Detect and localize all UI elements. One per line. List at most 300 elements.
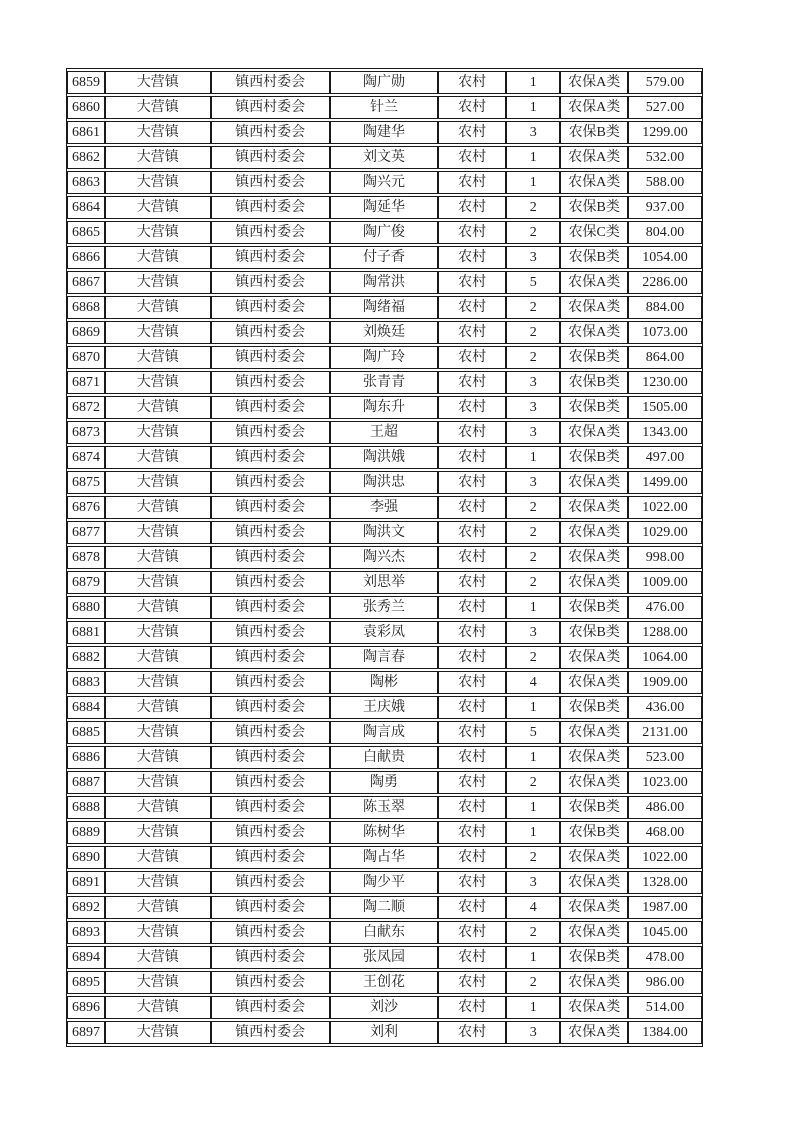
cell-insurance-category: 农保A类: [560, 646, 628, 669]
cell-village-committee: 镇西村委会: [211, 121, 330, 144]
cell-village-committee: 镇西村委会: [211, 346, 330, 369]
cell-person-count: 3: [506, 371, 560, 394]
table-row: [67, 171, 702, 194]
table-row: [67, 471, 702, 494]
cell-serial-number: 6885: [67, 721, 105, 744]
cell-residence-type: 农村: [438, 896, 506, 919]
cell-serial-number: 6870: [67, 346, 105, 369]
cell-person-count: 2: [506, 321, 560, 344]
cell-amount: 864.00: [628, 346, 702, 369]
cell-village-committee: 镇西村委会: [211, 96, 330, 119]
cell-amount: 476.00: [628, 596, 702, 619]
cell-person-name: 白献东: [330, 921, 439, 944]
cell-amount: 1288.00: [628, 621, 702, 644]
cell-village-committee: 镇西村委会: [211, 671, 330, 694]
cell-town: 大营镇: [105, 446, 211, 469]
cell-town: 大营镇: [105, 396, 211, 419]
cell-residence-type: 农村: [438, 821, 506, 844]
cell-town: 大营镇: [105, 371, 211, 394]
cell-amount: 2131.00: [628, 721, 702, 744]
cell-serial-number: 6880: [67, 596, 105, 619]
cell-insurance-category: 农保A类: [560, 546, 628, 569]
cell-insurance-category: 农保A类: [560, 1021, 628, 1044]
cell-insurance-category: 农保A类: [560, 746, 628, 769]
cell-serial-number: 6896: [67, 996, 105, 1019]
table-row: [67, 546, 702, 569]
cell-residence-type: 农村: [438, 96, 506, 119]
cell-town: 大营镇: [105, 421, 211, 444]
table-row: [67, 871, 702, 894]
table-row: [67, 846, 702, 869]
cell-person-count: 3: [506, 396, 560, 419]
cell-insurance-category: 农保B类: [560, 796, 628, 819]
cell-person-count: 1: [506, 996, 560, 1019]
cell-person-name: 张秀兰: [330, 596, 439, 619]
cell-residence-type: 农村: [438, 596, 506, 619]
cell-town: 大营镇: [105, 996, 211, 1019]
cell-serial-number: 6875: [67, 471, 105, 494]
cell-amount: 1384.00: [628, 1021, 702, 1044]
cell-residence-type: 农村: [438, 371, 506, 394]
cell-serial-number: 6874: [67, 446, 105, 469]
cell-serial-number: 6868: [67, 296, 105, 319]
cell-insurance-category: 农保B类: [560, 246, 628, 269]
cell-person-name: 陶绪福: [330, 296, 439, 319]
cell-residence-type: 农村: [438, 346, 506, 369]
cell-serial-number: 6879: [67, 571, 105, 594]
cell-amount: 884.00: [628, 296, 702, 319]
cell-amount: 532.00: [628, 146, 702, 169]
cell-amount: 1230.00: [628, 371, 702, 394]
cell-person-count: 2: [506, 646, 560, 669]
cell-insurance-category: 农保C类: [560, 221, 628, 244]
cell-amount: 1009.00: [628, 571, 702, 594]
table-row: [67, 646, 702, 669]
cell-village-committee: 镇西村委会: [211, 1021, 330, 1044]
cell-amount: 937.00: [628, 196, 702, 219]
cell-person-name: 陶常洪: [330, 271, 439, 294]
table-body: [67, 71, 702, 1044]
cell-town: 大营镇: [105, 246, 211, 269]
cell-amount: 1987.00: [628, 896, 702, 919]
cell-person-count: 3: [506, 621, 560, 644]
cell-person-name: 张凤园: [330, 946, 439, 969]
cell-residence-type: 农村: [438, 446, 506, 469]
cell-person-count: 2: [506, 221, 560, 244]
cell-residence-type: 农村: [438, 546, 506, 569]
cell-person-name: 刘沙: [330, 996, 439, 1019]
cell-amount: 2286.00: [628, 271, 702, 294]
cell-serial-number: 6897: [67, 1021, 105, 1044]
cell-town: 大营镇: [105, 546, 211, 569]
cell-town: 大营镇: [105, 696, 211, 719]
cell-person-name: 张青青: [330, 371, 439, 394]
cell-residence-type: 农村: [438, 71, 506, 94]
cell-town: 大营镇: [105, 496, 211, 519]
cell-insurance-category: 农保B类: [560, 346, 628, 369]
cell-town: 大营镇: [105, 196, 211, 219]
table-row: [67, 371, 702, 394]
table-row: [67, 671, 702, 694]
cell-person-count: 1: [506, 71, 560, 94]
cell-person-name: 付子香: [330, 246, 439, 269]
cell-village-committee: 镇西村委会: [211, 721, 330, 744]
cell-serial-number: 6894: [67, 946, 105, 969]
cell-village-committee: 镇西村委会: [211, 371, 330, 394]
cell-insurance-category: 农保A类: [560, 271, 628, 294]
cell-serial-number: 6863: [67, 171, 105, 194]
cell-person-count: 2: [506, 496, 560, 519]
cell-insurance-category: 农保A类: [560, 996, 628, 1019]
cell-village-committee: 镇西村委会: [211, 271, 330, 294]
cell-amount: 1029.00: [628, 521, 702, 544]
cell-serial-number: 6895: [67, 971, 105, 994]
cell-person-count: 4: [506, 671, 560, 694]
cell-amount: 1909.00: [628, 671, 702, 694]
cell-village-committee: 镇西村委会: [211, 196, 330, 219]
cell-village-committee: 镇西村委会: [211, 421, 330, 444]
cell-residence-type: 农村: [438, 571, 506, 594]
cell-amount: 1343.00: [628, 421, 702, 444]
cell-residence-type: 农村: [438, 471, 506, 494]
cell-insurance-category: 农保A类: [560, 846, 628, 869]
cell-serial-number: 6860: [67, 96, 105, 119]
cell-person-name: 针兰: [330, 96, 439, 119]
cell-person-count: 3: [506, 421, 560, 444]
cell-town: 大营镇: [105, 846, 211, 869]
cell-village-committee: 镇西村委会: [211, 171, 330, 194]
cell-serial-number: 6869: [67, 321, 105, 344]
cell-serial-number: 6862: [67, 146, 105, 169]
cell-insurance-category: 农保A类: [560, 296, 628, 319]
cell-insurance-category: 农保A类: [560, 971, 628, 994]
cell-insurance-category: 农保B类: [560, 621, 628, 644]
cell-insurance-category: 农保A类: [560, 171, 628, 194]
cell-residence-type: 农村: [438, 521, 506, 544]
cell-village-committee: 镇西村委会: [211, 646, 330, 669]
cell-amount: 1054.00: [628, 246, 702, 269]
cell-amount: 1045.00: [628, 921, 702, 944]
table-row: [67, 996, 702, 1019]
cell-town: 大营镇: [105, 221, 211, 244]
cell-town: 大营镇: [105, 721, 211, 744]
cell-village-committee: 镇西村委会: [211, 896, 330, 919]
cell-village-committee: 镇西村委会: [211, 396, 330, 419]
subsidy-table: [66, 68, 703, 1047]
cell-village-committee: 镇西村委会: [211, 596, 330, 619]
cell-amount: 527.00: [628, 96, 702, 119]
cell-person-name: 陶勇: [330, 771, 439, 794]
cell-village-committee: 镇西村委会: [211, 846, 330, 869]
cell-serial-number: 6873: [67, 421, 105, 444]
cell-serial-number: 6893: [67, 921, 105, 944]
cell-person-name: 陶兴元: [330, 171, 439, 194]
cell-person-name: 白献贵: [330, 746, 439, 769]
table-row: [67, 746, 702, 769]
cell-town: 大营镇: [105, 571, 211, 594]
cell-insurance-category: 农保A类: [560, 321, 628, 344]
cell-amount: 514.00: [628, 996, 702, 1019]
cell-person-count: 5: [506, 271, 560, 294]
cell-serial-number: 6861: [67, 121, 105, 144]
cell-person-name: 陶占华: [330, 846, 439, 869]
table-row: [67, 421, 702, 444]
cell-residence-type: 农村: [438, 946, 506, 969]
table-row: [67, 796, 702, 819]
cell-amount: 998.00: [628, 546, 702, 569]
cell-person-count: 1: [506, 696, 560, 719]
table-row: [67, 321, 702, 344]
table-row: [67, 1021, 702, 1044]
cell-village-committee: 镇西村委会: [211, 621, 330, 644]
cell-serial-number: 6888: [67, 796, 105, 819]
cell-serial-number: 6864: [67, 196, 105, 219]
cell-village-committee: 镇西村委会: [211, 746, 330, 769]
table-row: [67, 771, 702, 794]
cell-town: 大营镇: [105, 471, 211, 494]
cell-person-count: 3: [506, 121, 560, 144]
cell-amount: 1499.00: [628, 471, 702, 494]
cell-person-name: 刘焕廷: [330, 321, 439, 344]
cell-town: 大营镇: [105, 321, 211, 344]
cell-residence-type: 农村: [438, 421, 506, 444]
table-row: [67, 571, 702, 594]
cell-town: 大营镇: [105, 871, 211, 894]
cell-amount: 523.00: [628, 746, 702, 769]
table-row: [67, 596, 702, 619]
cell-town: 大营镇: [105, 121, 211, 144]
cell-village-committee: 镇西村委会: [211, 146, 330, 169]
cell-insurance-category: 农保B类: [560, 121, 628, 144]
cell-insurance-category: 农保A类: [560, 496, 628, 519]
cell-person-name: 袁彩凤: [330, 621, 439, 644]
cell-village-committee: 镇西村委会: [211, 246, 330, 269]
cell-amount: 478.00: [628, 946, 702, 969]
cell-insurance-category: 农保A类: [560, 671, 628, 694]
cell-town: 大营镇: [105, 171, 211, 194]
cell-village-committee: 镇西村委会: [211, 71, 330, 94]
cell-person-name: 陶延华: [330, 196, 439, 219]
cell-residence-type: 农村: [438, 796, 506, 819]
cell-serial-number: 6877: [67, 521, 105, 544]
cell-person-count: 1: [506, 821, 560, 844]
cell-residence-type: 农村: [438, 996, 506, 1019]
cell-insurance-category: 农保A类: [560, 896, 628, 919]
cell-amount: 1299.00: [628, 121, 702, 144]
table-row: [67, 396, 702, 419]
cell-person-name: 陶洪忠: [330, 471, 439, 494]
cell-insurance-category: 农保B类: [560, 696, 628, 719]
cell-village-committee: 镇西村委会: [211, 446, 330, 469]
cell-insurance-category: 农保B类: [560, 196, 628, 219]
cell-insurance-category: 农保A类: [560, 71, 628, 94]
cell-amount: 1328.00: [628, 871, 702, 894]
cell-village-committee: 镇西村委会: [211, 996, 330, 1019]
cell-insurance-category: 农保B类: [560, 396, 628, 419]
cell-residence-type: 农村: [438, 196, 506, 219]
cell-serial-number: 6872: [67, 396, 105, 419]
cell-insurance-category: 农保A类: [560, 721, 628, 744]
cell-village-committee: 镇西村委会: [211, 696, 330, 719]
cell-person-name: 陶洪文: [330, 521, 439, 544]
cell-person-name: 陶广勋: [330, 71, 439, 94]
cell-town: 大营镇: [105, 671, 211, 694]
cell-insurance-category: 农保B类: [560, 596, 628, 619]
cell-amount: 579.00: [628, 71, 702, 94]
cell-village-committee: 镇西村委会: [211, 521, 330, 544]
cell-insurance-category: 农保B类: [560, 946, 628, 969]
cell-town: 大营镇: [105, 96, 211, 119]
cell-residence-type: 农村: [438, 221, 506, 244]
cell-person-count: 1: [506, 96, 560, 119]
cell-town: 大营镇: [105, 896, 211, 919]
cell-serial-number: 6891: [67, 871, 105, 894]
cell-residence-type: 农村: [438, 171, 506, 194]
table-row: [67, 621, 702, 644]
cell-residence-type: 农村: [438, 1021, 506, 1044]
cell-person-count: 1: [506, 796, 560, 819]
cell-serial-number: 6884: [67, 696, 105, 719]
table-row: [67, 346, 702, 369]
cell-person-count: 1: [506, 596, 560, 619]
table-row: [67, 146, 702, 169]
table-row: [67, 246, 702, 269]
cell-residence-type: 农村: [438, 496, 506, 519]
cell-person-count: 2: [506, 296, 560, 319]
cell-town: 大营镇: [105, 971, 211, 994]
cell-residence-type: 农村: [438, 921, 506, 944]
cell-serial-number: 6859: [67, 71, 105, 94]
cell-residence-type: 农村: [438, 846, 506, 869]
table-row: [67, 71, 702, 94]
cell-town: 大营镇: [105, 596, 211, 619]
cell-insurance-category: 农保A类: [560, 921, 628, 944]
cell-serial-number: 6865: [67, 221, 105, 244]
table-row: [67, 696, 702, 719]
cell-person-name: 陶广玲: [330, 346, 439, 369]
cell-person-name: 陶东升: [330, 396, 439, 419]
cell-person-count: 1: [506, 446, 560, 469]
cell-person-name: 陶兴杰: [330, 546, 439, 569]
cell-village-committee: 镇西村委会: [211, 971, 330, 994]
cell-person-count: 2: [506, 771, 560, 794]
cell-person-name: 陶彬: [330, 671, 439, 694]
cell-person-count: 2: [506, 521, 560, 544]
cell-village-committee: 镇西村委会: [211, 221, 330, 244]
cell-town: 大营镇: [105, 796, 211, 819]
cell-serial-number: 6889: [67, 821, 105, 844]
table-row: [67, 821, 702, 844]
cell-residence-type: 农村: [438, 246, 506, 269]
cell-amount: 468.00: [628, 821, 702, 844]
cell-person-count: 1: [506, 171, 560, 194]
cell-insurance-category: 农保A类: [560, 146, 628, 169]
cell-person-name: 王创花: [330, 971, 439, 994]
cell-person-count: 2: [506, 971, 560, 994]
cell-residence-type: 农村: [438, 671, 506, 694]
cell-amount: 1022.00: [628, 846, 702, 869]
cell-village-committee: 镇西村委会: [211, 321, 330, 344]
cell-person-name: 李强: [330, 496, 439, 519]
table-row: [67, 946, 702, 969]
cell-person-count: 2: [506, 571, 560, 594]
cell-village-committee: 镇西村委会: [211, 471, 330, 494]
cell-person-name: 陶少平: [330, 871, 439, 894]
cell-village-committee: 镇西村委会: [211, 496, 330, 519]
cell-amount: 804.00: [628, 221, 702, 244]
cell-serial-number: 6866: [67, 246, 105, 269]
cell-person-count: 2: [506, 921, 560, 944]
cell-person-count: 2: [506, 346, 560, 369]
cell-residence-type: 农村: [438, 771, 506, 794]
cell-person-count: 1: [506, 946, 560, 969]
cell-person-name: 陶言春: [330, 646, 439, 669]
cell-insurance-category: 农保A类: [560, 421, 628, 444]
cell-amount: 1023.00: [628, 771, 702, 794]
cell-village-committee: 镇西村委会: [211, 796, 330, 819]
cell-amount: 588.00: [628, 171, 702, 194]
cell-serial-number: 6871: [67, 371, 105, 394]
cell-serial-number: 6883: [67, 671, 105, 694]
cell-town: 大营镇: [105, 646, 211, 669]
cell-person-name: 陶建华: [330, 121, 439, 144]
cell-person-count: 3: [506, 471, 560, 494]
cell-person-count: 1: [506, 746, 560, 769]
cell-residence-type: 农村: [438, 296, 506, 319]
cell-amount: 986.00: [628, 971, 702, 994]
cell-amount: 497.00: [628, 446, 702, 469]
table-row: [67, 496, 702, 519]
table-row: [67, 296, 702, 319]
cell-person-count: 2: [506, 196, 560, 219]
table-row: [67, 721, 702, 744]
cell-residence-type: 农村: [438, 721, 506, 744]
cell-insurance-category: 农保A类: [560, 96, 628, 119]
cell-serial-number: 6881: [67, 621, 105, 644]
cell-residence-type: 农村: [438, 146, 506, 169]
cell-person-name: 刘利: [330, 1021, 439, 1044]
table-row: [67, 221, 702, 244]
cell-town: 大营镇: [105, 746, 211, 769]
cell-person-name: 刘思举: [330, 571, 439, 594]
cell-person-count: 3: [506, 1021, 560, 1044]
cell-village-committee: 镇西村委会: [211, 871, 330, 894]
cell-residence-type: 农村: [438, 396, 506, 419]
cell-residence-type: 农村: [438, 321, 506, 344]
cell-village-committee: 镇西村委会: [211, 921, 330, 944]
cell-insurance-category: 农保A类: [560, 771, 628, 794]
cell-town: 大营镇: [105, 146, 211, 169]
cell-town: 大营镇: [105, 271, 211, 294]
cell-residence-type: 农村: [438, 746, 506, 769]
cell-amount: 1064.00: [628, 646, 702, 669]
cell-town: 大营镇: [105, 521, 211, 544]
table-row: [67, 896, 702, 919]
cell-town: 大营镇: [105, 71, 211, 94]
cell-person-name: 陶广俊: [330, 221, 439, 244]
cell-serial-number: 6867: [67, 271, 105, 294]
cell-person-name: 刘文英: [330, 146, 439, 169]
cell-insurance-category: 农保A类: [560, 571, 628, 594]
cell-insurance-category: 农保A类: [560, 471, 628, 494]
cell-person-name: 王庆娥: [330, 696, 439, 719]
cell-person-name: 陈树华: [330, 821, 439, 844]
cell-insurance-category: 农保B类: [560, 446, 628, 469]
cell-amount: 1022.00: [628, 496, 702, 519]
cell-village-committee: 镇西村委会: [211, 821, 330, 844]
cell-person-name: 陈玉翠: [330, 796, 439, 819]
cell-residence-type: 农村: [438, 871, 506, 894]
